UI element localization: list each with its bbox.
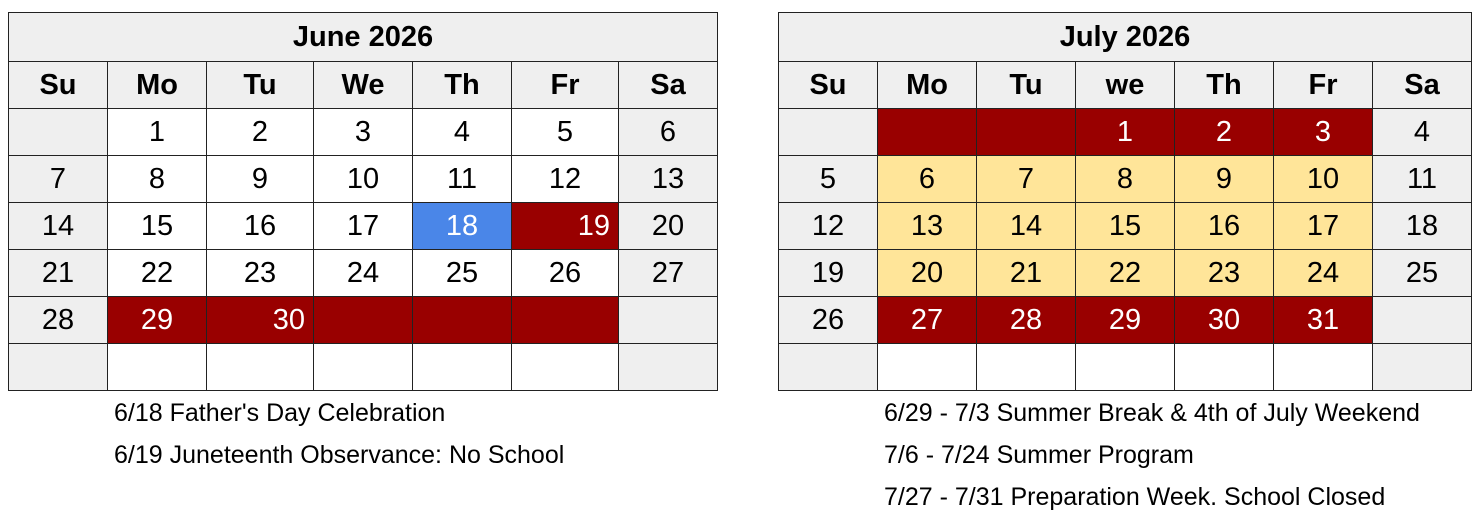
day-cell: 20 bbox=[619, 203, 718, 250]
event-note-summer-program: 7/6 - 7/24 Summer Program bbox=[884, 441, 1194, 469]
preparation-week-cell: 31 bbox=[1274, 297, 1373, 344]
day-cell: 28 bbox=[9, 297, 108, 344]
day-cell: 1 bbox=[108, 109, 207, 156]
day-cell: 8 bbox=[108, 156, 207, 203]
weekday-mon: Mo bbox=[108, 62, 207, 109]
summer-program-cell: 13 bbox=[878, 203, 977, 250]
month-title: July 2026 bbox=[779, 13, 1472, 62]
summer-break-cell bbox=[878, 109, 977, 156]
day-cell: 6 bbox=[619, 109, 718, 156]
day-cell: 23 bbox=[207, 250, 314, 297]
summer-program-cell: 6 bbox=[878, 156, 977, 203]
summer-break-cell: 1 bbox=[1076, 109, 1175, 156]
day-cell: 25 bbox=[1373, 250, 1472, 297]
week-row bbox=[9, 250, 718, 297]
day-cell: 11 bbox=[1373, 156, 1472, 203]
july-event-notes bbox=[884, 392, 1420, 518]
day-cell: 19 bbox=[779, 250, 878, 297]
summer-break-cell bbox=[977, 109, 1076, 156]
summer-program-cell: 9 bbox=[1175, 156, 1274, 203]
june-calendar bbox=[8, 12, 718, 391]
summer-break-cell: 30 bbox=[207, 297, 314, 344]
day-cell: 24 bbox=[314, 250, 413, 297]
day-cell bbox=[108, 344, 207, 391]
day-cell bbox=[779, 109, 878, 156]
day-cell: 26 bbox=[512, 250, 619, 297]
summer-program-cell: 24 bbox=[1274, 250, 1373, 297]
day-cell: 10 bbox=[314, 156, 413, 203]
summer-program-cell: 14 bbox=[977, 203, 1076, 250]
weekday-wed: we bbox=[1076, 62, 1175, 109]
day-cell: 26 bbox=[779, 297, 878, 344]
weekday-header-row bbox=[779, 62, 1472, 109]
day-cell bbox=[413, 344, 512, 391]
weekday-sun: Su bbox=[779, 62, 878, 109]
day-cell: 11 bbox=[413, 156, 512, 203]
event-note-summer-break: 6/29 - 7/3 Summer Break & 4th of July Weekend bbox=[884, 399, 1420, 427]
week-row bbox=[779, 297, 1472, 344]
day-cell bbox=[1373, 344, 1472, 391]
day-cell: 12 bbox=[512, 156, 619, 203]
summer-break-cell bbox=[413, 297, 512, 344]
summer-break-cell bbox=[314, 297, 413, 344]
day-cell: 4 bbox=[1373, 109, 1472, 156]
day-cell bbox=[314, 344, 413, 391]
weekday-sun: Su bbox=[9, 62, 108, 109]
day-cell: 2 bbox=[207, 109, 314, 156]
day-cell bbox=[1076, 344, 1175, 391]
weekday-fri: Fr bbox=[512, 62, 619, 109]
day-cell bbox=[779, 344, 878, 391]
summer-program-cell: 8 bbox=[1076, 156, 1175, 203]
event-note-preparation-week: 7/27 - 7/31 Preparation Week. School Closed bbox=[884, 483, 1386, 511]
week-row bbox=[9, 297, 718, 344]
event-note-juneteenth: 6/19 Juneteenth Observance: No School bbox=[114, 441, 565, 469]
day-cell bbox=[9, 344, 108, 391]
day-cell: 25 bbox=[413, 250, 512, 297]
week-row bbox=[9, 109, 718, 156]
summer-program-cell: 7 bbox=[977, 156, 1076, 203]
week-row bbox=[779, 156, 1472, 203]
week-row bbox=[779, 250, 1472, 297]
day-cell: 13 bbox=[619, 156, 718, 203]
weekday-wed: We bbox=[314, 62, 413, 109]
day-cell: 21 bbox=[9, 250, 108, 297]
summer-break-cell: 3 bbox=[1274, 109, 1373, 156]
summer-program-cell: 16 bbox=[1175, 203, 1274, 250]
week-row bbox=[779, 109, 1472, 156]
day-cell bbox=[512, 344, 619, 391]
july-calendar bbox=[778, 12, 1472, 391]
day-cell bbox=[619, 297, 718, 344]
day-cell bbox=[878, 344, 977, 391]
day-cell bbox=[619, 344, 718, 391]
preparation-week-cell: 30 bbox=[1175, 297, 1274, 344]
day-cell bbox=[977, 344, 1076, 391]
weekday-sat: Sa bbox=[1373, 62, 1472, 109]
day-cell: 4 bbox=[413, 109, 512, 156]
day-cell bbox=[9, 109, 108, 156]
summer-program-cell: 15 bbox=[1076, 203, 1175, 250]
weekday-tue: Tu bbox=[207, 62, 314, 109]
day-cell: 7 bbox=[9, 156, 108, 203]
day-cell: 12 bbox=[779, 203, 878, 250]
juneteenth-cell: 19 bbox=[512, 203, 619, 250]
day-cell bbox=[1373, 297, 1472, 344]
week-row bbox=[9, 156, 718, 203]
june-event-notes bbox=[114, 392, 564, 476]
day-cell bbox=[207, 344, 314, 391]
preparation-week-cell: 29 bbox=[1076, 297, 1175, 344]
summer-break-cell: 2 bbox=[1175, 109, 1274, 156]
day-cell: 15 bbox=[108, 203, 207, 250]
weekday-thu: Th bbox=[1175, 62, 1274, 109]
weekday-mon: Mo bbox=[878, 62, 977, 109]
day-cell: 27 bbox=[619, 250, 718, 297]
summer-program-cell: 21 bbox=[977, 250, 1076, 297]
day-cell: 9 bbox=[207, 156, 314, 203]
weekday-header-row bbox=[9, 62, 718, 109]
event-note-fathers-day: 6/18 Father's Day Celebration bbox=[114, 399, 446, 427]
summer-break-cell bbox=[512, 297, 619, 344]
day-cell: 16 bbox=[207, 203, 314, 250]
weekday-thu: Th bbox=[413, 62, 512, 109]
day-cell: 5 bbox=[779, 156, 878, 203]
weekday-sat: Sa bbox=[619, 62, 718, 109]
week-row bbox=[779, 203, 1472, 250]
day-cell: 14 bbox=[9, 203, 108, 250]
summer-break-cell: 29 bbox=[108, 297, 207, 344]
preparation-week-cell: 28 bbox=[977, 297, 1076, 344]
day-cell bbox=[1274, 344, 1373, 391]
day-cell: 3 bbox=[314, 109, 413, 156]
summer-program-cell: 17 bbox=[1274, 203, 1373, 250]
summer-program-cell: 23 bbox=[1175, 250, 1274, 297]
day-cell bbox=[1175, 344, 1274, 391]
day-cell: 17 bbox=[314, 203, 413, 250]
week-row bbox=[9, 203, 718, 250]
day-cell: 22 bbox=[108, 250, 207, 297]
week-row bbox=[779, 344, 1472, 391]
summer-program-cell: 10 bbox=[1274, 156, 1373, 203]
preparation-week-cell: 27 bbox=[878, 297, 977, 344]
weekday-tue: Tu bbox=[977, 62, 1076, 109]
weekday-fri: Fr bbox=[1274, 62, 1373, 109]
day-cell: 5 bbox=[512, 109, 619, 156]
summer-program-cell: 22 bbox=[1076, 250, 1175, 297]
summer-program-cell: 20 bbox=[878, 250, 977, 297]
week-row bbox=[9, 344, 718, 391]
day-cell: 18 bbox=[1373, 203, 1472, 250]
fathers-day-cell: 18 bbox=[413, 203, 512, 250]
month-title: June 2026 bbox=[9, 13, 718, 62]
